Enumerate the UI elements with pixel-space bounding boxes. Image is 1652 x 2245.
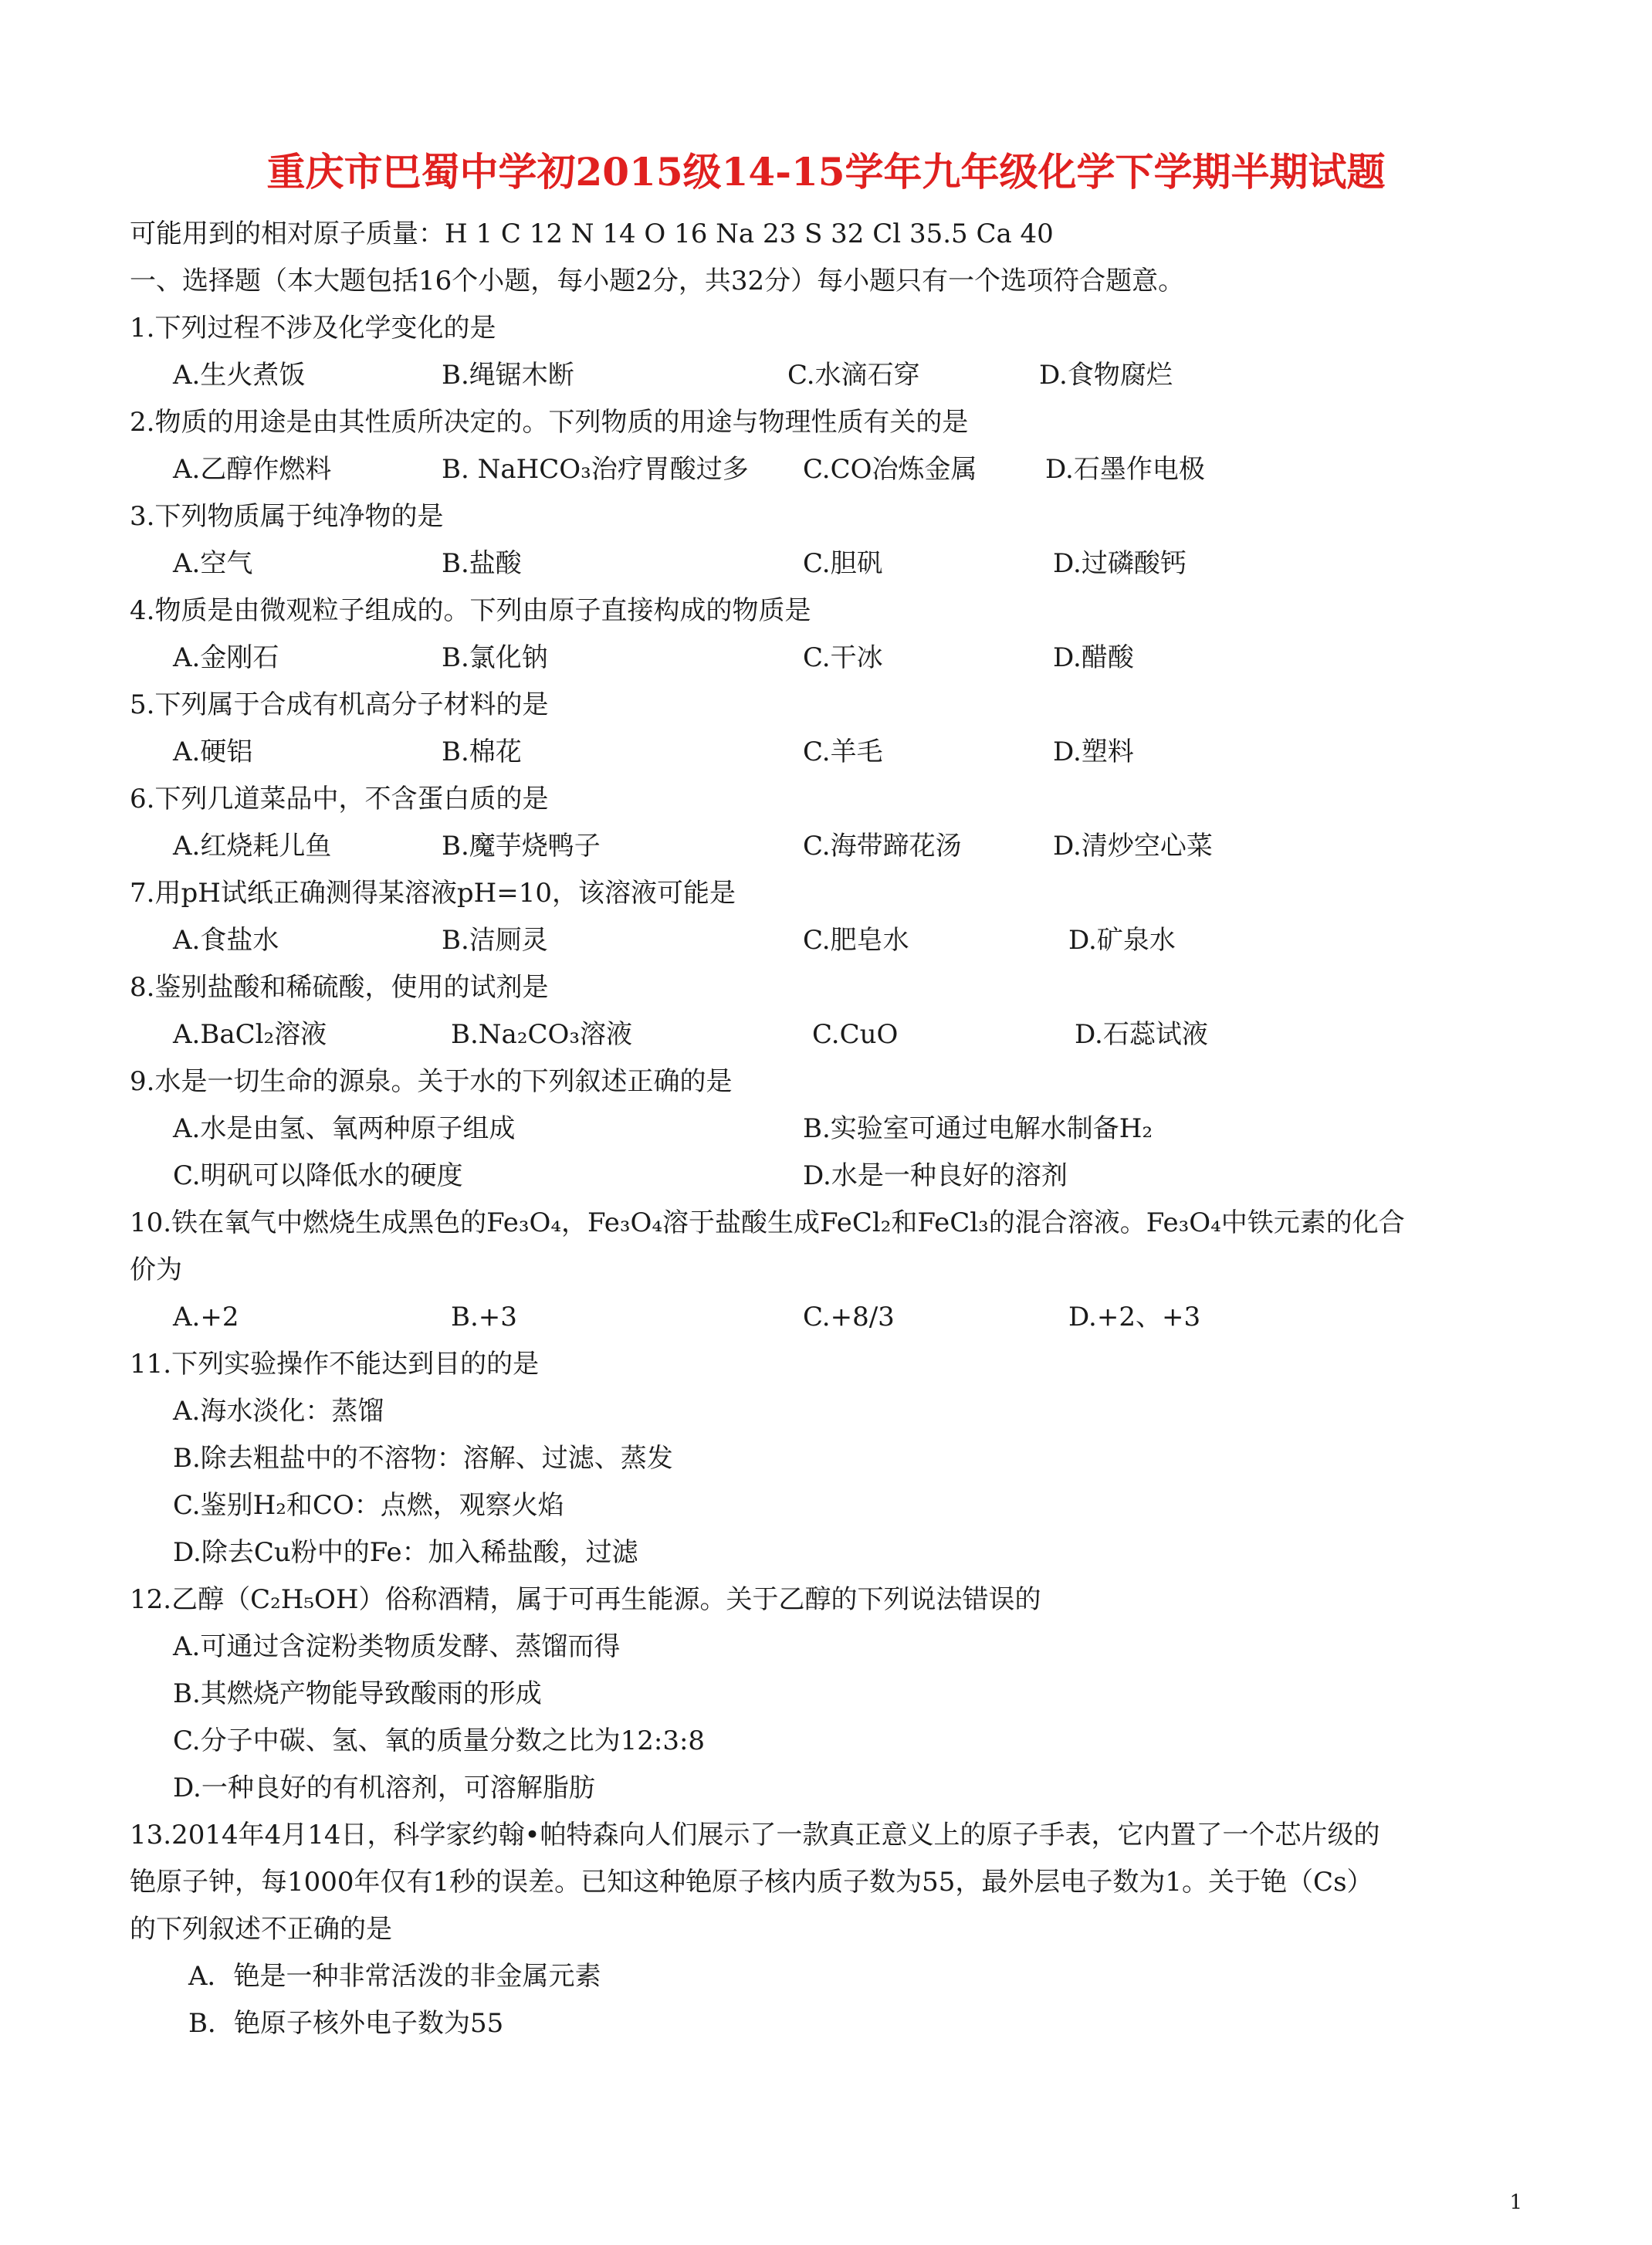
q3-option-b: B.盐酸 bbox=[442, 548, 522, 579]
q4-option-a: A.金刚石 bbox=[173, 642, 279, 673]
question-2-stem: 2.物质的用途是由其性质所决定的。下列物质的用途与物理性质有关的是 bbox=[130, 407, 969, 438]
q2-option-b: B. NaHCO₃治疗胃酸过多 bbox=[442, 454, 749, 485]
question-10-stem: 10.铁在氧气中燃烧生成黑色的Fe₃O₄，Fe₃O₄溶于盐酸生成FeCl₂和FeCl₃的混合溶液。Fe₃O₄中铁元素的化合 bbox=[130, 1207, 1405, 1238]
q5-option-a: A.硬铝 bbox=[173, 736, 253, 767]
q10-option-a: A.+2 bbox=[173, 1302, 239, 1332]
q10-option-b: B.+3 bbox=[451, 1302, 517, 1332]
q1-option-d: D.食物腐烂 bbox=[1039, 360, 1173, 391]
q3-option-c: C.胆矾 bbox=[803, 548, 883, 579]
q6-option-c: C.海带蹄花汤 bbox=[803, 831, 962, 862]
q12-option-d: D.一种良好的有机溶剂，可溶解脂肪 bbox=[173, 1773, 595, 1803]
section-heading: 一、选择题（本大题包括16个小题，每小题2分，共32分）每小题只有一个选项符合题意。 bbox=[130, 266, 1185, 296]
q12-option-b: B.其燃烧产物能导致酸雨的形成 bbox=[173, 1678, 542, 1709]
question-7-stem: 7.用pH试纸正确测得某溶液pH=10，该溶液可能是 bbox=[130, 878, 736, 909]
q7-option-d: D.矿泉水 bbox=[1068, 925, 1176, 956]
q8-option-c: C.CuO bbox=[812, 1019, 899, 1050]
q13-option-a: A．铯是一种非常活泼的非金属元素 bbox=[188, 1961, 601, 1992]
question-9-stem: 9.水是一切生命的源泉。关于水的下列叙述正确的是 bbox=[130, 1066, 733, 1097]
q5-option-c: C.羊毛 bbox=[803, 736, 883, 767]
q10-option-d: D.+2、+3 bbox=[1068, 1302, 1201, 1332]
q8-option-b: B.Na₂CO₃溶液 bbox=[451, 1019, 632, 1050]
page-title: 重庆市巴蜀中学初2015级14-15学年九年级化学下学期半期试题 bbox=[266, 149, 1386, 195]
q3-option-a: A.空气 bbox=[173, 548, 253, 579]
question-5-stem: 5.下列属于合成有机高分子材料的是 bbox=[130, 689, 549, 720]
atomic-masses: 可能用到的相对原子质量：H 1 C 12 N 14 O 16 Na 23 S 32 Cl 35.5 Ca 40 bbox=[130, 218, 1054, 249]
q9-option-c: C.明矾可以降低水的硬度 bbox=[173, 1160, 463, 1191]
question-12-stem: 12.乙醇（C₂H₅OH）俗称酒精，属于可再生能源。关于乙醇的下列说法错误的 bbox=[130, 1584, 1041, 1615]
question-6-stem: 6.下列几道菜品中，不含蛋白质的是 bbox=[130, 784, 549, 814]
q9-option-b: B.实验室可通过电解水制备H₂ bbox=[803, 1113, 1153, 1144]
q4-option-c: C.干冰 bbox=[803, 642, 883, 673]
q11-option-c: C.鉴别H₂和CO：点燃，观察火焰 bbox=[173, 1490, 564, 1521]
q2-option-c: C.CO冶炼金属 bbox=[803, 454, 977, 485]
question-8-stem: 8.鉴别盐酸和稀硫酸，使用的试剂是 bbox=[130, 972, 549, 1003]
q9-option-d: D.水是一种良好的溶剂 bbox=[803, 1160, 1068, 1191]
question-13-stem-line-2: 铯原子钟，每1000年仅有1秒的误差。已知这种铯原子核内质子数为55，最外层电子数为1。关于铯（Cs） bbox=[130, 1867, 1373, 1898]
q2-option-a: A.乙醇作燃料 bbox=[173, 454, 332, 485]
question-1-stem: 1.下列过程不涉及化学变化的是 bbox=[130, 313, 496, 344]
q9-option-a: A.水是由氢、氧两种原子组成 bbox=[173, 1113, 516, 1144]
q2-option-d: D.石墨作电极 bbox=[1045, 454, 1205, 485]
question-13-stem: 13.2014年4月14日，科学家约翰•帕特森向人们展示了一款真正意义上的原子手表，它内置了一个芯片级的 bbox=[130, 1820, 1380, 1851]
q5-option-b: B.棉花 bbox=[442, 736, 522, 767]
q1-option-a: A.生火煮饭 bbox=[173, 360, 306, 391]
q6-option-a: A.红烧耗儿鱼 bbox=[173, 831, 332, 862]
q1-option-b: B.绳锯木断 bbox=[442, 360, 574, 391]
q4-option-b: B.氯化钠 bbox=[442, 642, 548, 673]
question-13-stem-line-3: 的下列叙述不正确的是 bbox=[130, 1914, 392, 1945]
q11-option-a: A.海水淡化：蒸馏 bbox=[173, 1396, 384, 1427]
q6-option-d: D.清炒空心菜 bbox=[1053, 831, 1213, 862]
q5-option-d: D.塑料 bbox=[1053, 736, 1134, 767]
q11-option-b: B.除去粗盐中的不溶物：溶解、过滤、蒸发 bbox=[173, 1443, 673, 1474]
q7-option-a: A.食盐水 bbox=[173, 925, 279, 956]
q10-option-c: C.+8/3 bbox=[803, 1302, 895, 1332]
q1-option-c: C.水滴石穿 bbox=[787, 360, 920, 391]
q8-option-a: A.BaCl₂溶液 bbox=[173, 1019, 327, 1050]
question-3-stem: 3.下列物质属于纯净物的是 bbox=[130, 501, 444, 532]
q7-option-c: C.肥皂水 bbox=[803, 925, 909, 956]
q13-option-b: B．铯原子核外电子数为55 bbox=[188, 2008, 504, 2039]
q6-option-b: B.魔芋烧鸭子 bbox=[442, 831, 601, 862]
q11-option-d: D.除去Cu粉中的Fe：加入稀盐酸，过滤 bbox=[173, 1537, 638, 1568]
q12-option-c: C.分子中碳、氢、氧的质量分数之比为12:3:8 bbox=[173, 1725, 706, 1756]
question-10-stem-continued: 价为 bbox=[130, 1255, 182, 1285]
q3-option-d: D.过磷酸钙 bbox=[1053, 548, 1187, 579]
page-number: 1 bbox=[1509, 2191, 1522, 2214]
question-11-stem: 11.下列实验操作不能达到目的的是 bbox=[130, 1349, 540, 1380]
q8-option-d: D.石蕊试液 bbox=[1075, 1019, 1208, 1050]
q7-option-b: B.洁厕灵 bbox=[442, 925, 548, 956]
question-4-stem: 4.物质是由微观粒子组成的。下列由原子直接构成的物质是 bbox=[130, 595, 811, 626]
q12-option-a: A.可通过含淀粉类物质发酵、蒸馏而得 bbox=[173, 1631, 621, 1662]
q4-option-d: D.醋酸 bbox=[1053, 642, 1134, 673]
